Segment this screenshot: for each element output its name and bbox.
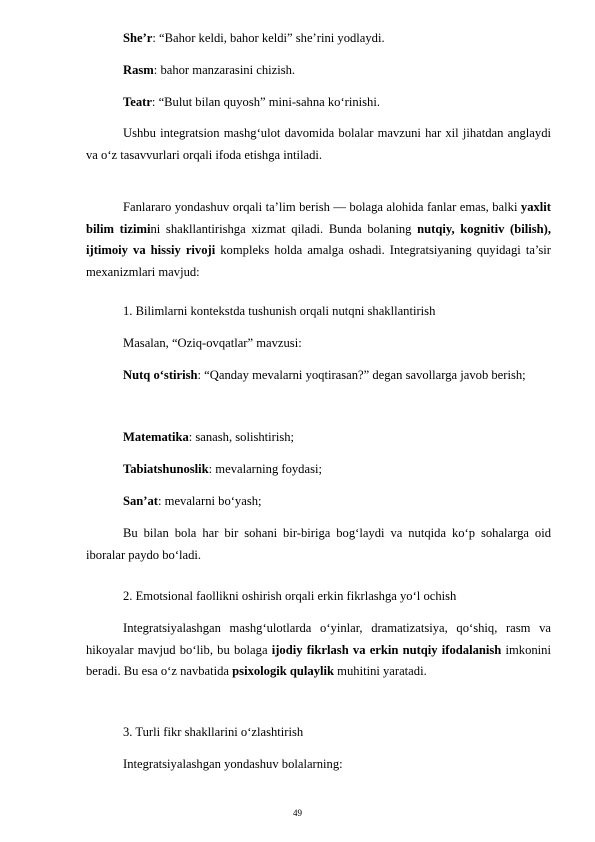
text-teatr: : “Bulut bilan quyosh” mini-sahna ko‘rinishi.: [151, 95, 380, 109]
label-nutq: Nutq o‘stirish: [123, 368, 198, 382]
text-sanat: : mevalarni bo‘yash;: [158, 494, 262, 508]
line-nutq: [86, 365, 551, 387]
text-tabiatshunoslik: : mevalarning foydasi;: [208, 462, 322, 476]
line-masalan: Masalan, “Oziq-ovqatlar” mavzusi:: [123, 336, 302, 350]
heading-1: 1. Bilimlarni kontekstda tushunish orqali nutqni shakllantirish: [123, 304, 436, 318]
text-matematika: : sanash, solishtirish;: [188, 430, 295, 444]
line-rasm: [86, 63, 551, 77]
label-sanat: San’at: [123, 494, 158, 508]
heading-3: 3. Turli fikr shakllarini o‘zlashtirish: [123, 725, 304, 739]
paragraph-connections: Bu bilan bola har bir sohani bir-biriga bog‘laydi va nutqida ko‘p sohalarga oid iboralar paydo bo‘ladi.: [86, 526, 551, 562]
label-teatr: Teatr: [123, 95, 152, 109]
page-number: 49: [293, 808, 302, 818]
label-tabiatshunoslik: Tabiatshunoslik: [123, 462, 209, 476]
line-tabiatshunoslik: [86, 462, 551, 476]
line-sanat: [86, 494, 551, 508]
paragraph-emotional: Integratsiyalashgan mashg‘ulotlarda o‘yinlar, dramatizatsiya, qo‘shiq, rasm va hikoyalar mavjud bo‘lib, bu bolaga ijodiy fikrlash va erkin nutqiy ifodalanish imkonini beradi. Bu esa o‘z navbatida psixologik qulaylik muhitini yaratadi.: [86, 621, 551, 678]
label-sher: She’r: [123, 31, 153, 45]
text-rasm: : bahor manzarasini chizish.: [153, 63, 296, 77]
label-matematika: Matematika: [123, 430, 189, 444]
line-matematika: [86, 430, 551, 444]
label-rasm: Rasm: [123, 63, 154, 77]
line-sher: [86, 31, 551, 45]
paragraph-interdisciplinary: Fanlararo yondashuv orqali ta’lim berish — bolaga alohida fanlar emas, balki yaxlit bilim tizimini shakllantirishga xizmat qiladi. Bunda bolaning nutqiy, kognitiv (bilish), ijtimoiy va hissiy rivoji kompleks holda amalga oshadi. Integratsiyaning quyidagi ta’sir mexanizmlari mavjud:: [86, 200, 552, 279]
text-sher: : “Bahor keldi, bahor keldi” she’rini yodlaydi.: [152, 31, 385, 45]
heading-2: 2. Emotsional faollikni oshirish orqali erkin fikrlashga yo‘l ochish: [123, 589, 457, 603]
line-teatr: [86, 95, 551, 109]
paragraph-approach: Integratsiyalashgan yondashuv bolalarning:: [123, 757, 343, 771]
paragraph-integration: Ushbu integratsion mashg‘ulot davomida bolalar mavzuni har xil jihatdan anglaydi va o‘z tasavvurlari orqali ifoda etishga intiladi.: [86, 126, 551, 162]
text-nutq: : “Qanday mevalarni yoqtirasan?” degan savollarga javob berish;: [197, 368, 526, 382]
